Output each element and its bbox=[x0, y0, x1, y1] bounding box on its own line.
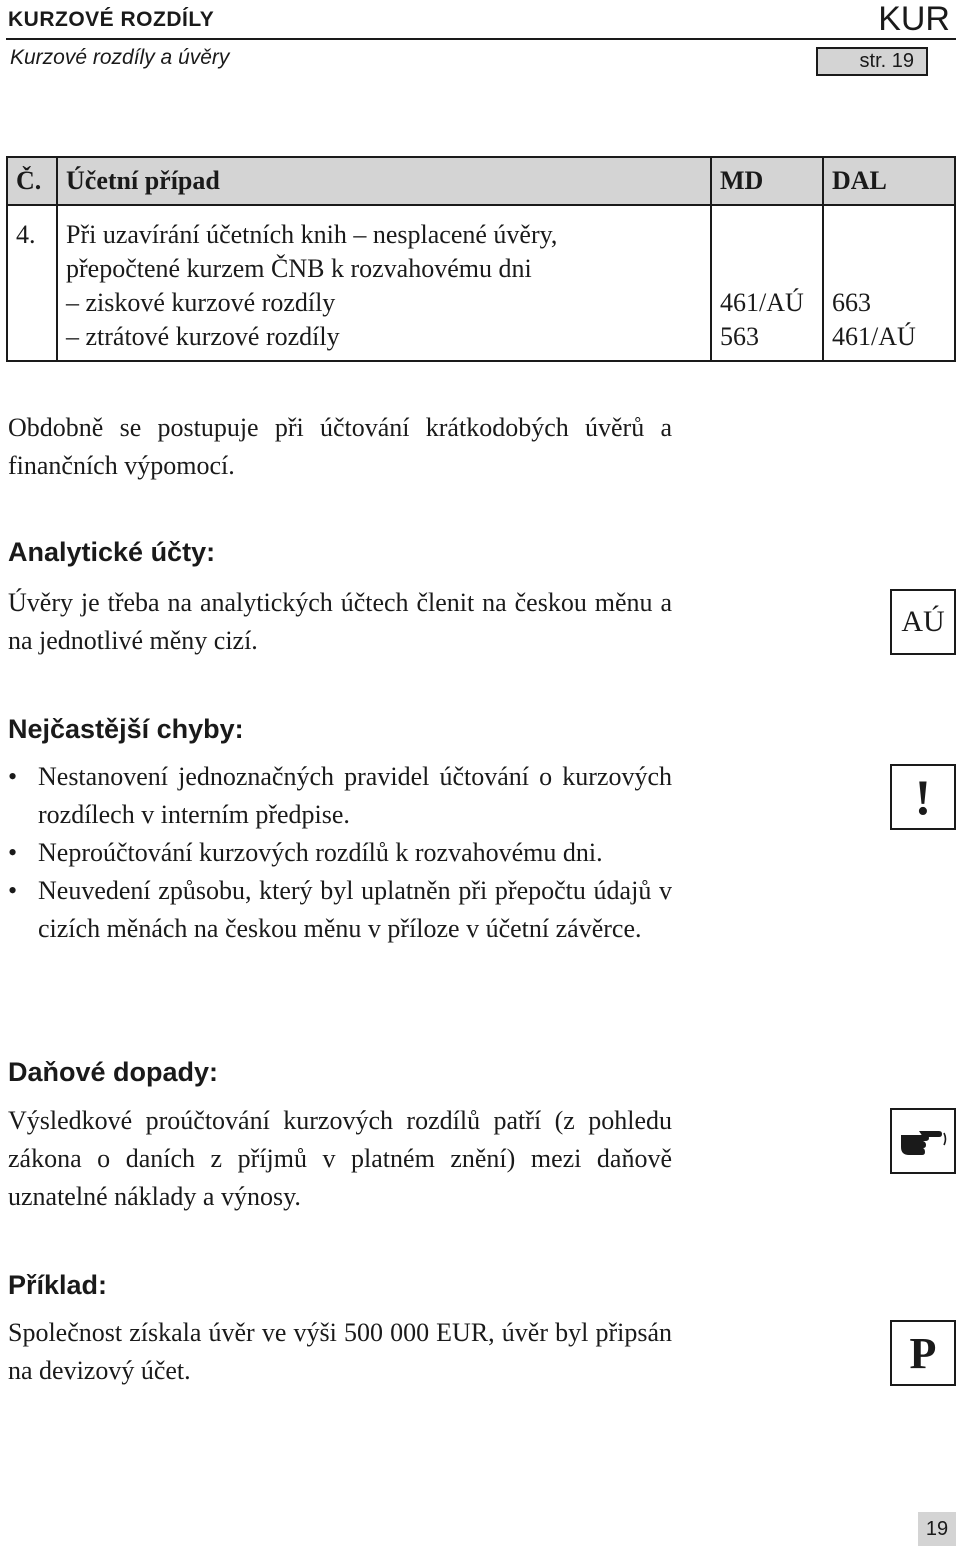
warning-icon bbox=[890, 764, 956, 830]
tax-paragraph: Výsledkové proúčtování kurzových rozdílů patří (z pohledu zákona o daních z příjmů v platném znění) mezi daňově uznatelné náklady a výnosy. bbox=[8, 1106, 672, 1211]
description-line: Při uzavírání účetních knih – nesplacené úvěry, bbox=[66, 220, 558, 249]
pointing-hand-svg bbox=[895, 1121, 951, 1161]
note-paragraph: Obdobně se postupuje při účtování krátkodobých úvěrů a finančních výpomocí. bbox=[8, 413, 672, 480]
dal-value: 663 bbox=[832, 288, 871, 317]
row-number: 4. bbox=[7, 205, 57, 361]
row-description bbox=[57, 205, 711, 361]
example-heading: Příklad: bbox=[8, 1270, 108, 1300]
md-value: 461/AÚ bbox=[720, 288, 804, 317]
example-icon bbox=[890, 1320, 956, 1386]
section-subtitle: Kurzové rozdíly a úvěry bbox=[10, 46, 230, 69]
section-code: KUR bbox=[878, 0, 950, 38]
errors-heading: Nejčastější chyby: bbox=[8, 714, 244, 744]
example-paragraph: Společnost získala úvěr ve výši 500 000 EUR, úvěr byl připsán na devizový účet. bbox=[8, 1318, 672, 1385]
page-label: str. 19 bbox=[816, 47, 928, 76]
header-divider bbox=[6, 38, 956, 40]
accounting-table bbox=[6, 156, 956, 362]
description-line: přepočtené kurzem ČNB k rozvahovému dni bbox=[66, 254, 532, 283]
list-item: • Neuvedení způsobu, který byl uplatněn při přepočtu údajů v cizích měnách na českou měnu v příloze v účetní závěrce. bbox=[8, 872, 672, 948]
col-header-no: Č. bbox=[7, 157, 57, 205]
dal-value: 461/AÚ bbox=[832, 322, 916, 351]
analytic-paragraph: Úvěry je třeba na analytických účtech členit na českou měnu a na jednotlivé měny cizí. bbox=[8, 588, 672, 655]
table-header-row bbox=[7, 157, 955, 205]
pointing-hand-icon bbox=[890, 1108, 956, 1174]
example-icon-label: P bbox=[909, 1328, 937, 1378]
description-line: – ziskové kurzové rozdíly bbox=[66, 288, 336, 317]
row-md bbox=[711, 205, 823, 361]
analytic-accounts-icon bbox=[890, 589, 956, 655]
analytic-heading: Analytické účty: bbox=[8, 537, 216, 567]
md-value: 563 bbox=[720, 322, 759, 351]
list-item: • Neproúčtování kurzových rozdílů k rozvahovému dni. bbox=[8, 834, 672, 872]
warning-icon-label: ! bbox=[914, 769, 932, 825]
analytic-icon-label: AÚ bbox=[901, 605, 945, 638]
page-number: 19 bbox=[918, 1512, 956, 1546]
row-dal bbox=[823, 205, 955, 361]
section-title: KURZOVÉ ROZDÍLY bbox=[8, 8, 215, 31]
tax-heading: Daňové dopady: bbox=[8, 1057, 219, 1087]
table-row bbox=[7, 205, 955, 361]
col-header-md: MD bbox=[711, 157, 823, 205]
description-line: – ztrátové kurzové rozdíly bbox=[66, 322, 340, 351]
errors-list bbox=[8, 758, 672, 948]
list-item: • Nestanovení jednoznačných pravidel účtování o kurzových rozdílech v interním předpise. bbox=[8, 758, 672, 834]
col-header-case: Účetní případ bbox=[57, 157, 711, 205]
col-header-dal: DAL bbox=[823, 157, 955, 205]
